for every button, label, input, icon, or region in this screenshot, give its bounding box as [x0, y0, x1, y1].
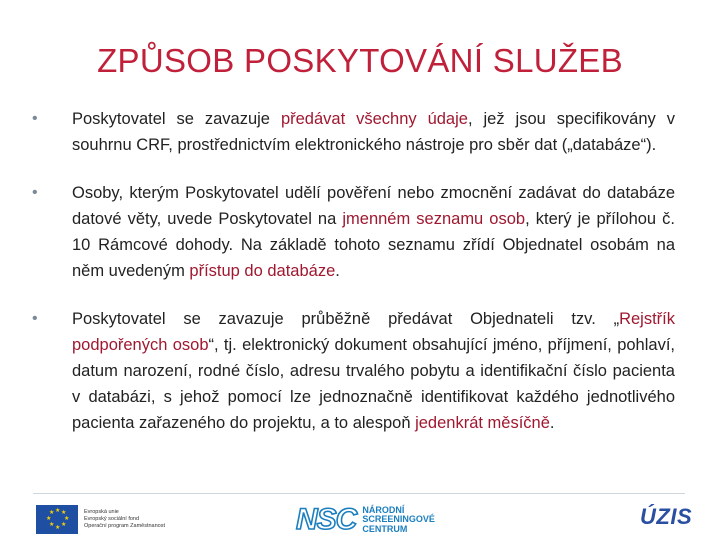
nsc-line: NÁRODNÍ: [362, 504, 405, 515]
text-segment: Poskytovatel se zavazuje: [72, 110, 281, 128]
nsc-logo-text: [362, 506, 435, 535]
text-segment: “, tj. elektronický dokument obsahující jméno, příjmení, pohlaví, datum narození, rodné číslo, adresu trvalého pobytu a identifikační číslo pacienta v databázi, s jehož pomocí lze jednoznačně identifikovat každého jednotlivého pacienta zařazeného do projektu, a to alespoň: [72, 336, 675, 432]
uzis-logo: ÚZIS: [640, 504, 693, 529]
bullet-text: [72, 306, 675, 436]
text-segment: , jež jsou specifikovány v souhrnu CRF, prostřednictvím elektronického nástroje pro sběr dat („databáze“).: [72, 110, 675, 154]
text-segment: .: [549, 414, 555, 432]
bullet-item: [30, 106, 675, 158]
eu-flag-icon: ★ ★ ★ ★ ★ ★ ★ ★: [36, 505, 78, 534]
highlight-segment: jmenném seznamu osob: [342, 210, 526, 228]
highlight-segment: přístup do databáze: [189, 262, 336, 280]
text-segment: Poskytovatel se zavazuje průběžně předávat Objednateli tzv. „: [72, 310, 620, 328]
eu-line: Evropský sociální fond: [84, 516, 140, 522]
bullet-marker: •: [32, 184, 38, 201]
text-segment: Osoby, kterým Poskytovatel udělí pověření nebo zmocnění zadávat do databáze datové věty, uvede Poskytovatel na: [72, 184, 675, 228]
highlight-segment: jedenkrát měsíčně: [415, 414, 550, 432]
nsc-line: SCREENINGOVÉ: [362, 514, 435, 525]
nsc-line: CENTRUM: [362, 523, 408, 534]
highlight-segment: Rejstřík podpořených osob: [72, 310, 675, 354]
bullet-item: [30, 306, 675, 436]
bullet-marker: •: [32, 310, 38, 327]
bullet-item: [30, 180, 675, 284]
text-segment: .: [335, 262, 340, 280]
bullet-marker: •: [32, 110, 38, 127]
bullet-list: [30, 106, 675, 458]
nsc-logo-mark: NSC: [296, 503, 357, 536]
eu-line: Evropská unie: [84, 509, 119, 515]
eu-logo: [36, 505, 165, 534]
eu-line: Operační program Zaměstnanost: [84, 523, 166, 529]
bullet-text: [72, 106, 675, 158]
text-segment: , který je přílohou č. 10 Rámcové dohody. Na základě tohoto seznamu zřídí Objednatel osobám na něm uvedeným: [72, 210, 676, 280]
highlight-segment: předávat všechny údaje: [280, 110, 468, 128]
bullet-text: [72, 180, 675, 284]
eu-logo-text: [84, 509, 165, 530]
footer-divider: [33, 493, 685, 494]
slide-title: ZPŮSOB POSKYTOVÁNÍ SLUŽEB: [97, 42, 623, 79]
nsc-logo: [296, 503, 435, 537]
